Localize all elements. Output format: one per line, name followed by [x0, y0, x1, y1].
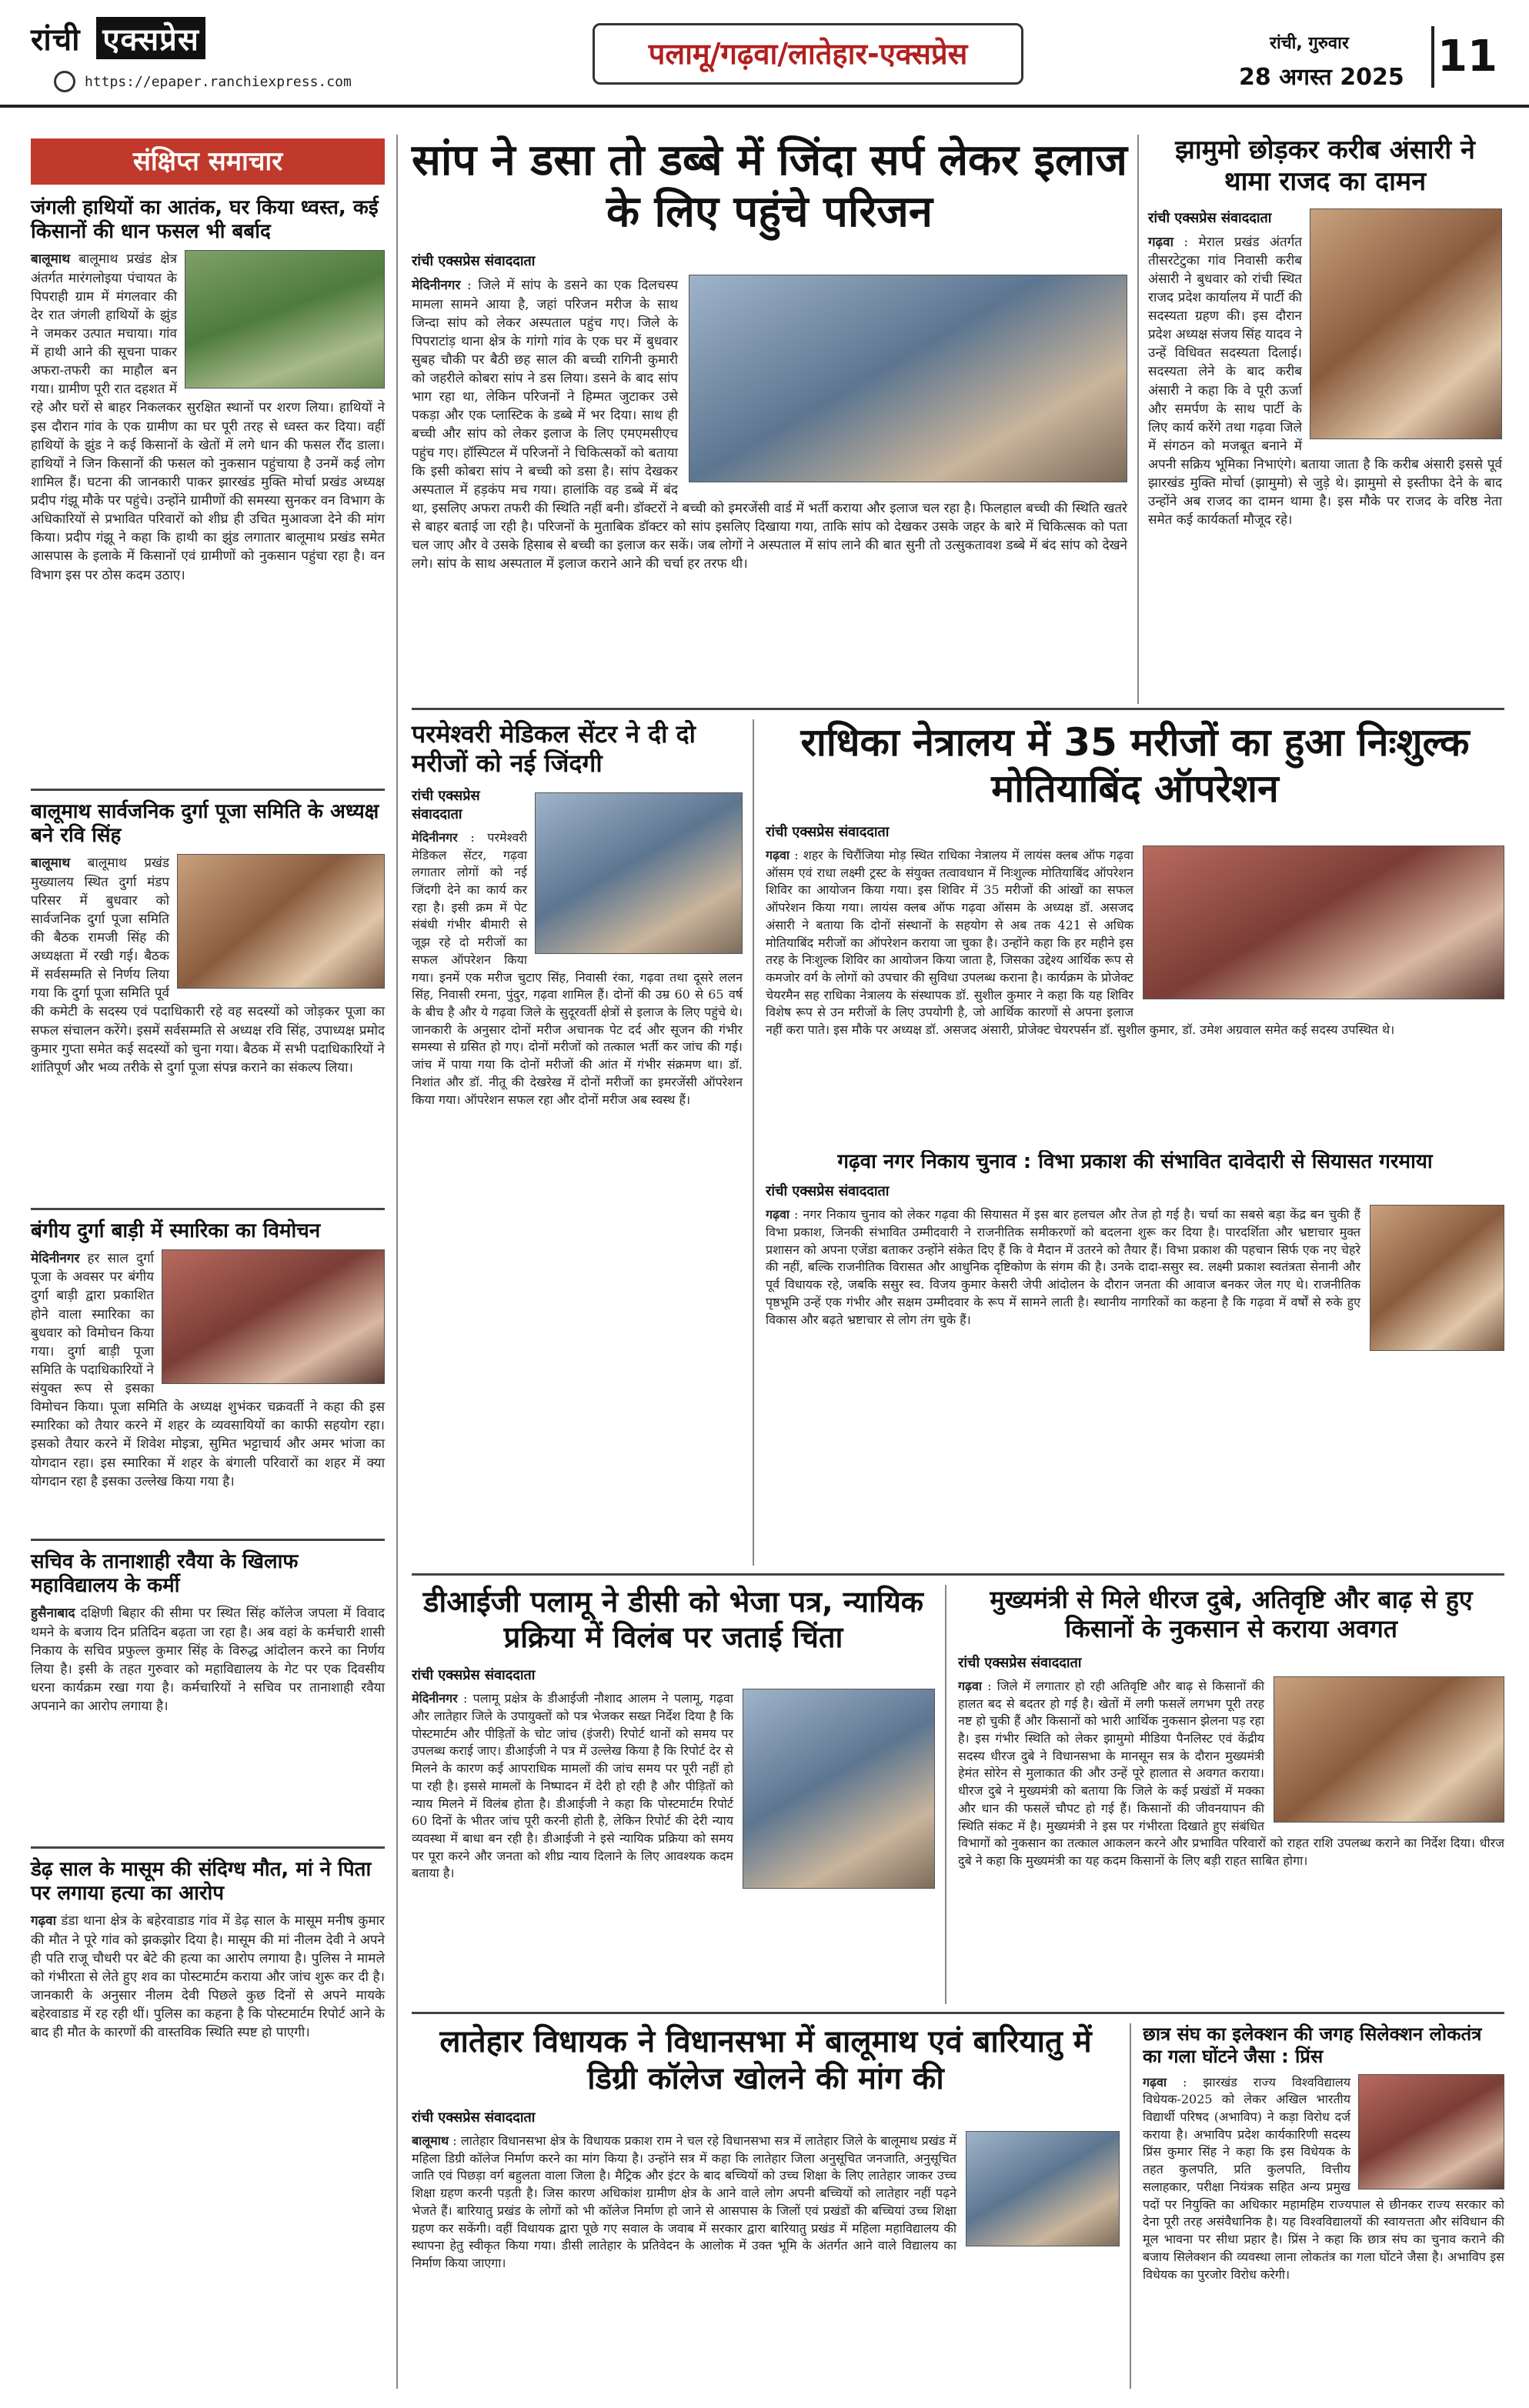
- dig-story: [412, 1585, 935, 2004]
- divider: [31, 789, 385, 791]
- vibha-prakash-photo: [1370, 1205, 1504, 1351]
- story-headline: लातेहार विधायक ने विधानसभा में बालूमाथ एवं बारियातु में डिग्री कॉलेज खोलने की मांग की: [439, 2024, 1092, 2096]
- brief-headline: बंगीय दुर्गा बाड़ी में स्मारिका का विमोचन: [31, 1219, 321, 1242]
- column-divider: [396, 135, 398, 2389]
- jmm-story: [1148, 135, 1502, 530]
- cm-story: [958, 1585, 1504, 2004]
- divider: [31, 1846, 385, 1849]
- story-text: नगर निकाय चुनाव को लेकर गढ़वा की सियासत में इस बार हलचल और तेज हो गई है। चर्चा का सबसे बड़ा केंद्र बन चुकी हैं विभा प्रकाश, जिनकी संभावित उम्मीदवारी ने राजनीतिक समीकरणों को बदलना शुरू कर दिया है। पारदर्शिता और भ्रष्टाचार मुक्त प्रशासन को अपना एजेंडा बताकर उन्होंने संकेत दिए हैं कि वे मैदान में उतरने को तैयार हैं। विभा प्रकाश की पहचान सिर्फ एक नए चेहरे की नहीं, बल्कि राजनीतिक विरासत और आधुनिक दृष्टिकोण के संगम की है। उनके दादा-ससुर स्व. लक्ष्मी प्रकाश स्वतंत्रता सेनानी और पूर्व विधायक रहे, जबकि ससुर स्व. विजय कुमार केसरी जेपी आंदोलन के दौरान जनता की आवाज बनकर जेल गए थे। राजनीतिक पृष्ठभूमि उन्हें एक गंभीर और सक्षम उम्मीदवार के रूप में सामने लाती है। स्थानीय नागरिकों का कहना है कि गढ़वा में वर्षों से रुके हुए विकास और बढ़ते भ्रष्टाचार से लोग तंग चुके हैं।: [766, 1207, 1360, 1327]
- brief-college-staff: [31, 1550, 385, 1716]
- epaper-url[interactable]: https://epaper.ranchiexpress.com: [85, 74, 352, 90]
- parmeshwari-story: [412, 719, 743, 1109]
- column-divider: [753, 719, 754, 1566]
- story-headline: झामुमो छोड़कर करीब अंसारी ने थामा राजद का दामन: [1175, 135, 1475, 197]
- story-body: मेदिनीनगर : जिले में सांप के डसने का एक दिलचस्प मामला सामने आया है, जहां परिजन मरीज के साथ जिन्दा सांप को लेकर अस्पताल पहुंच गए। जिले के पिपराटांड़ थाना क्षेत्र के गांगो गांव के एक घर में बुधवार सुबह चौकी पर बैठी छह साल की बच्ची रागिनी कुमारी को जहरीले कोबरा सांप ने डस लिया। डसने के बाद सांप भाग रहा था, लेकिन परिजनों ने हिम्मत जुटाकर उसे पकड़ा और एक प्लास्टिक के डब्बे में भर दिया। साथ ही बच्ची और सांप को लेकर इलाज के लिए एमएमसीएच पहुंच गए। हॉस्पिटल में परिजनों ने चिकित्सकों को बताया कि इसी कोबरा सांप ने बच्ची को डसा है। सांप देखकर अस्पताल में हड़कंप मच गया। हालांकि वह डब्बे में बंद था, इसलिए अफरा तफरी की स्थिति नहीं बनी। डॉक्टरों ने बच्ची को इमरजेंसी वार्ड में भर्ती कराया और इलाज चल रहा है। फिलहाल बच्ची की स्थिति खतरे से बाहर बताई जा रही है। परिजनों के मुताबिक डॉक्टर को सांप इसलिए दिखाया गया, ताकि सांप को देखकर उसके जहर के बारे में चिकित्सक को पता चल जाए और वे उसके हिसाब से बच्ची का इलाज कर सकें। जब लोगों ने अस्पताल में सांप लाने की बात सुनी तो उत्सुकतावश डब्बे में बंद सांप को देखने लगे। सांप के साथ अस्पताल में इलाज कराने आने की चर्चा हर तरफ थी।: [412, 278, 1127, 572]
- samiti-meeting-photo: [177, 854, 385, 989]
- brief-dateline: बालूमाथ: [31, 855, 71, 872]
- brief-text: दक्षिणी बिहार की सीमा पर स्थित सिंह कॉलेज जपला में विवाद थमने के बजाय दिन प्रतिदिन बढ़ता जा रहा है। अब वहां के कर्मचारी शासी निकाय के सचिव प्रफुल्ल कुमार सिंह के विरुद्ध आंदोलन करने का निर्णय लिया है। इसी के तहत गुरुवार को महाविद्यालय के गेट पर एक दिवसीय धरना कार्यक्रम रखा गया है। कर्मचारियों ने सचिव पर तानाशाही रवैया अपनाने का आरोप लगाया है।: [31, 1606, 385, 1714]
- cm-meeting-photo: [1274, 1676, 1504, 1823]
- story-byline: रांची एक्सप्रेस संवाददाता: [1148, 209, 1272, 226]
- brief-dateline: बालूमाथ: [31, 252, 71, 268]
- latehar-story: [412, 2023, 1120, 2393]
- joining-ceremony-photo: [1310, 208, 1502, 439]
- story-dateline: गढ़वा: [1148, 234, 1173, 250]
- nagar-nikay-story: [766, 1150, 1504, 1566]
- snake-family-photo: [689, 275, 1127, 482]
- story-dateline: बालूमाथ: [412, 2133, 449, 2148]
- story-text: लातेहार विधानसभा क्षेत्र के विधायक प्रकाश राम ने चल रहे विधानसभा सत्र में लातेहार जिले के बालूमाथ प्रखंड में महिला डिग्री कॉलेज निर्माण करने का मांग किया है। उन्होंने सत्र में कहा कि लातेहार जिला अनुसूचित जनजाति, अनुसूचित जाति एवं पिछड़ा वर्ग बहुलता वाला जिला है। मैट्रिक और इंटर के बाद बच्चियों को उच्च शिक्षा के लिए लातेहार जाकर उच्च शिक्षा ग्रहण करनी पड़ती है। जिस कारण अधिकांश ग्रामीण क्षेत्र के आने वाले लोग अपनी बच्चियों को लातेहार नहीं पढ़ने भेजते हैं। बारियातु प्रखंड के लोगों को भी कॉलेज निर्माण हो जाने से आसपास के जिलों एवं प्रखंडों की बच्चियां उच्च शिक्षा ग्रहण कर सकेंगी। वहीं विधायक द्वारा पूछे गए सवाल के जवाब में सरकार द्वारा बारियातु प्रखंड में महिला महाविद्यालय की स्थापना हेतु स्वीकृत किया गया। डीसी लातेहार के प्रतिवेदन के आलोक में उक्त भूमि के अंतर्गत आने वाले विद्यालय का निर्माण किया जाएगा।: [412, 2133, 956, 2271]
- story-byline: रांची एक्सप्रेस संवाददाता: [412, 2110, 536, 2126]
- story-byline: रांची एक्सप्रेस संवाददाता: [958, 1654, 1082, 1671]
- story-dateline: मेदिनीनगर: [412, 829, 458, 845]
- logo-box-text: एक्सप्रेस: [96, 17, 205, 59]
- story-dateline: गढ़वा: [766, 848, 790, 862]
- briefs-title: संक्षिप्त समाचार: [31, 138, 385, 185]
- divider: [412, 2012, 1504, 2014]
- story-dateline: गढ़वा: [766, 1207, 790, 1222]
- story-text: जिले में लगातार हो रही अतिवृष्टि और बाढ़ से किसानों की हालत बद से बदतर हो गई है। खेतों में लगी फसलें लगभग पूरी तरह नष्ट हो चुकी हैं और किसानों को भारी आर्थिक नुकसान झेलना पड़ रहा है। इस गंभीर स्थिति को लेकर झामुमो मीडिया पैनलिस्ट एवं केंद्रीय सदस्य धीरज दुबे ने विधानसभा के मानसून सत्र के दौरान मुख्यमंत्री हेमंत सोरेन से मुलाकात की और उन्हें पूरे हालात से अवगत कराया। धीरज दुबे ने मुख्यमंत्री को बताया कि जिले के कई प्रखंडों में मक्का और धान की फसलें चौपट हो गई हैं। किसानों की जीवनयापन की स्थिति संकट में है। मुख्यमंत्री ने इस पर गंभीरता दिखाते हुए संबंधित विभागों को नुकसान का तत्काल आकलन करने और प्रभावित परिवारों को राहत राशि उपलब्ध कराने का निर्देश दिया। धीरज दुबे ने कहा कि मुख्यमंत्री का यह कदम किसानों के लिए बड़ी राहत साबित होगा।: [958, 1678, 1504, 1868]
- prince-story: [1143, 2023, 1504, 2393]
- story-headline: गढ़वा नगर निकाय चुनाव : विभा प्रकाश की संभावित दावेदारी से सियासत गरमाया: [837, 1150, 1433, 1173]
- brief-dateline: मेदिनीनगर: [31, 1251, 80, 1267]
- brief-body: [31, 1604, 385, 1716]
- story-text: परमेश्वरी मेडिकल सेंटर, गढ़वा लगातार लोगों को नई जिंदगी देने का कार्य कर रहा है। इसी क्रम में पेट संबंधी गंभीर बीमारी से जूझ रहे दो मरीजों का सफल ऑपरेशन किया गया। इनमें एक मरीज चुटाए सिंह, निवासी रंका, गढ़वा तथा दूसरे ललन सिंह, निवासी रमना, पुंदुर, गढ़वा शामिल हैं। दोनों की उम्र 60 से 65 वर्ष के बीच है और ये गढ़वा जिले के सुदूरवर्ती क्षेत्रों से इलाज के लिए पहुंचे थे। जानकारी के अनुसार दोनों मरीज अचानक पेट दर्द और सूजन की गंभीर समस्या से ग्रसित हो गए। दोनों मरीजों को तत्काल भर्ती कर जांच की गई। जांच में पाया गया कि दोनों मरीजों की आंत में गंभीर संक्रमण था। डॉ. निशांत और डॉ. नीतू की देखरेख में दोनों मरीजों का इमरजेंसी ऑपरेशन किया गया। ऑपरेशन सफल रहा और दोनों मरीज अब स्वस्थ हैं।: [412, 829, 743, 1107]
- brief-child-death: [31, 1858, 385, 2042]
- radhika-story: [766, 719, 1504, 1142]
- story-headline: परमेश्वरी मेडिकल सेंटर ने दी दो मरीजों को नई जिंदगी: [412, 719, 696, 779]
- story-body: गढ़वा : मेराल प्रखंड अंतर्गत तीसरटेटुका गांव निवासी करीब अंसारी ने बुधवार को रांची स्थित राजद प्रदेश कार्यालय में पार्टी की सदस्यता ग्रहण की। इस दौरान प्रदेश अध्यक्ष संजय सिंह यादव ने उन्हें विधिवत सदस्यता दिलाई। सदस्यता लेने के बाद करीब अंसारी ने कहा कि वे पूरी ऊर्जा और समर्पण के साथ पार्टी के लिए कार्य करेंगे तथा गढ़वा जिले में संगठन को मजबूत बनाने में अपनी सक्रिय भूमिका निभाएंगे। बताया जाता है कि करीब अंसारी इससे पूर्व झारखंड मुक्ति मोर्चा (झामुमो) से जुड़े थे। झामुमो से इस्तीफा देने के बाद उन्होंने अब राजद का दामन थामा है। इस मौके पर राजद के वरिष्ठ नेता समेत कई कार्यकर्ता मौजूद रहे।: [1148, 234, 1502, 529]
- story-body: गढ़वा : शहर के चिरौंजिया मोड़ स्थित राधिका नेत्रालय में लायंस क्लब ऑफ गढ़वा ऑसम एवं राधा लक्ष्मी ट्रस्ट के संयुक्त तत्वावधान में निःशुल्क मोतियाबिंद ऑपरेशन शिविर का आयोजन किया गया। इस शिविर में 35 मरीजों की आंखों का सफल ऑपरेशन किया गया। लायंस क्लब ऑफ गढ़वा ऑसम के अध्यक्ष डॉ. असजद अंसारी ने बताया कि दोनों संस्थानों के सहयोग से अब तक 421 से अधिक मोतियाबिंद मरीजों का ऑपरेशन कराया जा चुका है। उन्होंने कहा कि हर महीने इस तरह के निःशुल्क शिविर का आयोजन किया जाता है, जिसका उद्देश्य आर्थिक रूप से कमजोर वर्ग के लोगों को उपचार की सुविधा उपलब्ध कराना है। कार्यक्रम के प्रोजेक्ट चेयरमैन सह राधिका नेत्रालय के संस्थापक डॉ. सुशील कुमार ने कहा कि यह शिविर विशेष रूप से उन मरीजों के लिए उपयोगी है, जो आर्थिक कारणों से अपना इलाज नहीं करा पाते। इस मौके पर अध्यक्ष डॉ. असजद अंसारी, प्रोजेक्ट चेयरपर्सन डॉ. सुशील कुमार, डॉ. उमेश अग्रवाल समेत कई सदस्य उपस्थित थे।: [766, 848, 1395, 1038]
- divider: [31, 1208, 385, 1210]
- story-byline: रांची एक्सप्रेस संवाददाता: [412, 253, 536, 270]
- story-byline: रांची एक्सप्रेस संवाददाता: [766, 824, 890, 840]
- globe-icon: [54, 71, 75, 92]
- story-dateline: मेदिनीनगर: [412, 1691, 458, 1706]
- story-text: पलामू प्रक्षेत्र के डीआईजी नौशाद आलम ने पलामू, गढ़वा और लातेहार जिले के उपायुक्तों को पत्र भेजकर सख्त निर्देश दिया है कि पोस्टमार्टम और पीड़ितों के चोट जांच (इंजरी) रिपोर्ट थानों को समय पर उपलब्ध कराई जाए। डीआईजी ने पत्र में उल्लेख किया है कि रिपोर्ट देर से मिलने के कारण कई आपराधिक मामलों की जांच समय पर पूरी नहीं हो पा रही है। इससे मामलों के निष्पादन में देरी हो रही है और पीड़ितों को न्याय मिलने में विलंब होता है। डीआईजी ने कहा कि पोस्टमार्टम रिपोर्ट 60 दिनों के भीतर जांच पूरी करनी होती है, लेकिन रिपोर्ट की देरी न्याय व्यवस्था में बाधा बन रही है। डीआईजी ने इसे न्यायिक प्रक्रिया को समय पर पूरा करने और जनता को शीघ्र न्याय दिलाने के लिए आवश्यक कदम बताया है।: [412, 1691, 734, 1881]
- logo-text: रांची: [31, 22, 81, 58]
- story-text: झारखंड राज्य विश्वविद्यालय विधेयक-2025 को लेकर अखिल भारतीय विद्यार्थी परिषद (अभाविप) ने कड़ा विरोध दर्ज कराया है। अभाविप प्रदेश कार्यकारिणी सदस्य प्रिंस कुमार सिंह ने कहा कि इस विधेयक के तहत कुलपति, प्रति कुलपति, वित्तीय सलाहकार, परीक्षा नियंत्रक सहित अन्य प्रमुख पदों पर नियुक्ति का अधिकार महामहिम राज्यपाल से छीनकर राज्य सरकार को देना पूरी तरह असंवैधानिक है। यह विश्वविद्यालयों की स्वायत्तता और संविधान की मूल भावना पर सीधा प्रहार है। प्रिंस ने कहा कि छात्र संघ का चुनाव कराने की बजाय सिलेक्शन की व्यवस्था लाना लोकतंत्र का गला घोंटने जैसा है। अभाविप इस विधेयक का पुरजोर विरोध करेगी।: [1143, 2074, 1504, 2282]
- story-body: मेदिनीनगर : पलामू प्रक्षेत्र के डीआईजी नौशाद आलम ने पलामू, गढ़वा और लातेहार जिले के उपायुक्तों को पत्र भेजकर सख्त निर्देश दिया है कि पोस्टमार्टम और पीड़ितों के चोट जांच (इंजरी) रिपोर्ट थानों को समय पर उपलब्ध कराई जाए। डीआईजी ने पत्र में उल्लेख किया है कि रिपोर्ट देर से मिलने के कारण कई आपराधिक मामलों की जांच समय पर पूरी नहीं हो पा रही है। इससे मामलों के निष्पादन में देरी हो रही है और पीड़ितों को न्याय मिलने में विलंब होता है। डीआईजी ने कहा कि पोस्टमार्टम रिपोर्ट 60 दिनों के भीतर जांच पूरी करनी होती है, लेकिन रिपोर्ट की देरी न्याय व्यवस्था में बाधा बन रही है। डीआईजी ने इसे न्यायिक प्रक्रिया को समय पर पूरा करने और जनता को शीघ्र न्याय दिलाने के लिए आवश्यक कदम बताया है।: [412, 1691, 734, 1881]
- divider: [412, 708, 1504, 710]
- story-byline: रांची एक्सप्रेस संवाददाता: [412, 787, 480, 822]
- story-body: गढ़वा : जिले में लगातार हो रही अतिवृष्टि और बाढ़ से किसानों की हालत बद से बदतर हो गई है। खेतों में लगी फसलें लगभग पूरी तरह नष्ट हो चुकी हैं और किसानों को भारी आर्थिक नुकसान झेलना पड़ रहा है। इस गंभीर स्थिति को लेकर झामुमो मीडिया पैनलिस्ट एवं केंद्रीय सदस्य धीरज दुबे ने विधानसभा के मानसून सत्र के दौरान मुख्यमंत्री हेमंत सोरेन से मुलाकात की और उन्हें पूरे हालात से अवगत कराया। धीरज दुबे ने मुख्यमंत्री को बताया कि जिले के कई प्रखंडों में मक्का और धान की फसलें चौपट हो गई हैं। किसानों की जीवनयापन की स्थिति संकट में है। मुख्यमंत्री ने इस पर गंभीरता दिखाते हुए संबंधित विभागों को नुकसान का तत्काल आकलन करने और प्रभावित परिवारों को राहत राशि उपलब्ध कराने का निर्देश दिया। धीरज दुबे ने कहा कि मुख्यमंत्री का यह कदम किसानों के लिए बड़ी राहत साबित होगा।: [958, 1678, 1504, 1868]
- snake-story: [412, 135, 1127, 573]
- brief-headline: डेढ़ साल के मासूम की संदिग्ध मौत, मां ने पिता पर लगाया हत्या का आरोप: [31, 1858, 372, 1906]
- story-byline: रांची एक्सप्रेस संवाददाता: [412, 1667, 536, 1684]
- story-body: बालूमाथ : लातेहार विधानसभा क्षेत्र के विधायक प्रकाश राम ने चल रहे विधानसभा सत्र में लातेहार जिले के बालूमाथ प्रखंड में महिला डिग्री कॉलेज निर्माण करने का मांग किया है। उन्होंने सत्र में कहा कि लातेहार जिला अनुसूचित जनजाति, अनुसूचित जाति एवं पिछड़ा वर्ग बहुलता वाला जिला है। मैट्रिक और इंटर के बाद बच्चियों को उच्च शिक्षा के लिए लातेहार जाकर उच्च शिक्षा ग्रहण करनी पड़ती है। जिस कारण अधिकांश ग्रामीण क्षेत्र के आने वाले लोग अपनी बच्चियों को लातेहार नहीं पढ़ने भेजते हैं। बारियातु प्रखंड के लोगों को भी कॉलेज निर्माण हो जाने से आसपास के जिलों एवं प्रखंडों की बच्चियां उच्च शिक्षा ग्रहण कर सकेंगी। वहीं विधायक द्वारा पूछे गए सवाल के जवाब में सरकार द्वारा बारियातु प्रखंड में महिला महाविद्यालय की स्थापना हेतु स्वीकृत किया गया। डीसी लातेहार के प्रतिवेदन के आलोक में उक्त भूमि के अंतर्गत आने वाले विद्यालय का निर्माण किया जाएगा।: [412, 2133, 956, 2271]
- divider: [412, 1573, 1504, 1576]
- brief-body: [31, 1912, 385, 2042]
- column-divider: [1137, 135, 1139, 704]
- story-byline: रांची एक्सप्रेस संवाददाता: [766, 1183, 890, 1200]
- story-dateline: गढ़वा: [958, 1678, 983, 1693]
- edition-date: 28 अगस्त 2025: [1239, 64, 1404, 91]
- page-number: 11: [1431, 26, 1501, 88]
- story-body: गढ़वा : झारखंड राज्य विश्वविद्यालय विधेयक-2025 को लेकर अखिल भारतीय विद्यार्थी परिषद (अभाविप) ने कड़ा विरोध दर्ज कराया है। अभाविप प्रदेश कार्यकारिणी सदस्य प्रिंस कुमार सिंह ने कहा कि इस विधेयक के तहत कुलपति, प्रति कुलपति, वित्तीय सलाहकार, परीक्षा नियंत्रक सहित अन्य प्रमुख पदों पर नियुक्ति का अधिकार महामहिम राज्यपाल से छीनकर राज्य सरकार को देना पूरी तरह असंवैधानिक है। यह विश्वविद्यालयों की स्वायत्तता और संविधान की मूल भावना पर सीधा प्रहार है। प्रिंस ने कहा कि छात्र संघ का चुनाव कराने की बजाय सिलेक्शन की व्यवस्था लाना लोकतंत्र का गला घोंटने जैसा है। अभाविप इस विधेयक का पुरजोर विरोध करेगी।: [1143, 2074, 1504, 2282]
- dig-portrait-photo: [743, 1689, 935, 1889]
- brief-text: हर साल दुर्गा पूजा के अवसर पर बंगीय दुर्गा बाड़ी द्वारा प्रकाशित होने वाला स्मारिका का बुधवार को विमोचन किया गया। दुर्गा बाड़ी पूजा समिति के पदाधिकारियों ने संयुक्त रूप से इसका विमोचन किया। पूजा समिति के अध्यक्ष शुभंकर चक्रवर्ती ने कहा की इस स्मारिका को तैयार करने में शहर के व्यवसायियों का काफी सहयोग रहा। इसको तैयार करने में शिवेश मोइत्रा, सुमित भट्टाचार्य और अमर भांजा का योगदान रहा। इस स्मारिका में शहर के बंगाली परिवारों का शहर में क्या योगदान रहा है इसका उल्लेख किया गया है।: [31, 1251, 385, 1489]
- story-text: मेराल प्रखंड अंतर्गत तीसरटेटुका गांव निवासी करीब अंसारी ने बुधवार को रांची स्थित राजद प्रदेश कार्यालय में पार्टी की सदस्यता ग्रहण की। इस दौरान प्रदेश अध्यक्ष संजय सिंह यादव ने उन्हें विधिवत सदस्यता दिलाई। सदस्यता लेने के बाद करीब अंसारी ने कहा कि वे पूरी ऊर्जा और समर्पण के साथ पार्टी के लिए कार्य करेंगे तथा गढ़वा जिले में संगठन को मजबूत बनाने में अपनी सक्रिय भूमिका निभाएंगे। बताया जाता है कि करीब अंसारी इससे पूर्व झारखंड मुक्ति मोर्चा (झामुमो) से जुड़े थे। झामुमो से इस्तीफा देने के बाद उन्होंने अब राजद का दामन थामा है। इस मौके पर राजद के वरिष्ठ नेता समेत कई कार्यकर्ता मौजूद रहे।: [1148, 234, 1502, 529]
- prince-portrait-photo: [1358, 2074, 1504, 2190]
- story-body: मेदिनीनगर : परमेश्वरी मेडिकल सेंटर, गढ़वा लगातार लोगों को नई जिंदगी देने का कार्य कर रहा है। इसी क्रम में पेट संबंधी गंभीर बीमारी से जूझ रहे दो मरीजों का सफल ऑपरेशन किया गया। इनमें एक मरीज चुटाए सिंह, निवासी रंका, गढ़वा तथा दूसरे ललन सिंह, निवासी रमना, पुंदुर, गढ़वा शामिल हैं। दोनों की उम्र 60 से 65 वर्ष के बीच है और ये गढ़वा जिले के सुदूरवर्ती क्षेत्रों से इलाज के लिए पहुंचे थे। जानकारी के अनुसार दोनों मरीज अचानक पेट दर्द और सूजन की गंभीर समस्या से ग्रसित हो गए। दोनों मरीजों को तत्काल भर्ती कर जांच की गई। जांच में पाया गया कि दोनों मरीजों की आंत में गंभीर संक्रमण था। डॉ. निशांत और डॉ. नीतू की देखरेख में दोनों मरीजों का इमरजेंसी ऑपरेशन किया गया। ऑपरेशन सफल रहा और दोनों मरीज अब स्वस्थ हैं।: [412, 829, 743, 1107]
- smarika-release-photo: [162, 1249, 385, 1384]
- brief-text: डंडा थाना क्षेत्र के बहेरवाडाड गांव में डेढ़ साल के मासूम मनीष कुमार की मौत ने पूरे गांव को झकझोर दिया है। मासूम की मां नीलम देवी ने अपने ही पति राजू चौधरी पर बेटे की हत्या का आरोप लगाया है। पुलिस ने मामले को गंभीरता से लेते हुए शव का पोस्टमार्टम कराया और जांच शुरू कर दी है। जानकारी के अनुसार नीलम देवी पिछले कुछ दिनों से अपने मायके बहेरवाडाड में रह रही थीं। पुलिस का कहना है कि पोस्टमार्टम रिपोर्ट आने के बाद ही मौत के कारणों की वास्तविक स्थिति स्पष्ट हो पाएगी।: [31, 1913, 385, 2041]
- story-text: शहर के चिरौंजिया मोड़ स्थित राधिका नेत्रालय में लायंस क्लब ऑफ गढ़वा ऑसम एवं राधा लक्ष्मी ट्रस्ट के संयुक्त तत्वावधान में निःशुल्क मोतियाबिंद ऑपरेशन शिविर का आयोजन किया गया। इस शिविर में 35 मरीजों की आंखों का सफल ऑपरेशन किया गया। लायंस क्लब ऑफ गढ़वा ऑसम के अध्यक्ष डॉ. असजद अंसारी ने बताया कि दोनों संस्थानों के सहयोग से अब तक 421 से अधिक मोतियाबिंद मरीजों का ऑपरेशन कराया जा चुका है। उन्होंने कहा कि हर महीने इस तरह के निःशुल्क शिविर का आयोजन किया जाता है, जिसका उद्देश्य आर्थिक रूप से कमजोर वर्ग के लोगों को उपचार की सुविधा उपलब्ध कराना है। कार्यक्रम के प्रोजेक्ट चेयरमैन सह राधिका नेत्रालय के संस्थापक डॉ. सुशील कुमार ने कहा कि यह शिविर विशेष रूप से उन मरीजों के लिए उपयोगी है, जो आर्थिक कारणों से अपना इलाज नहीं करा पाते। इस मौके पर अध्यक्ष डॉ. असजद अंसारी, प्रोजेक्ट चेयरपर्सन डॉ. सुशील कुमार, डॉ. उमेश अग्रवाल समेत कई सदस्य उपस्थित थे।: [766, 848, 1395, 1038]
- story-dateline: गढ़वा: [1143, 2074, 1167, 2089]
- story-body: गढ़वा : नगर निकाय चुनाव को लेकर गढ़वा की सियासत में इस बार हलचल और तेज हो गई है। चर्चा का सबसे बड़ा केंद्र बन चुकी हैं विभा प्रकाश, जिनकी संभावित उम्मीदवारी ने राजनीतिक समीकरणों को बदलना शुरू कर दिया है। पारदर्शिता और भ्रष्टाचार मुक्त प्रशासन को अपना एजेंडा बताकर उन्होंने संकेत दिए हैं कि वे मैदान में उतरने को तैयार हैं। विभा प्रकाश की पहचान सिर्फ एक नए चेहरे की नहीं, बल्कि राजनीतिक विरासत और आधुनिक दृष्टिकोण के संगम की है। उनके दादा-ससुर स्व. लक्ष्मी प्रकाश स्वतंत्रता सेनानी और पूर्व विधायक रहे, जबकि ससुर स्व. विजय कुमार केसरी जेपी आंदोलन के दौरान जनता की आवाज बनकर जेल गए थे। राजनीतिक पृष्ठभूमि उन्हें एक गंभीर और सक्षम उम्मीदवार के रूप में सामने लाती है। स्थानीय नागरिकों का कहना है कि गढ़वा में वर्षों से रुके हुए विकास और बढ़ते भ्रष्टाचार से लोग तंग चुके हैं।: [766, 1207, 1360, 1327]
- section-title: पलामू/गढ़वा/लातेहार-एक्सप्रेस: [593, 23, 1023, 85]
- column-divider: [945, 1585, 946, 2004]
- brief-smarika: [31, 1219, 385, 1491]
- story-headline: डीआईजी पलामू ने डीसी को भेजा पत्र, न्यायिक प्रक्रिया में विलंब पर जताई चिंता: [423, 1585, 923, 1654]
- brief-text: बालूमाथ प्रखंड मुख्यालय स्थित दुर्गा मंडप परिसर में बुधवार को सार्वजनिक दुर्गा पूजा समिति की बैठक रामजी सिंह की अध्यक्षता में रखी गई। बैठक में सर्वसम्मति से निर्णय लिया गया कि दुर्गा पूजा समिति पूर्व की कमेटी के सदस्य एवं पदाधिकारी रहे वह सदस्यों को जोड़कर पूजा का सफल संचालन करेंगे। इसमें सर्वसम्मति से अध्यक्ष रवि सिंह, उपाध्यक्ष प्रमोद कुमार गुप्ता समेत कई सदस्यों को चुना गया। बैठक में सभी पदाधिकारियों ने शांतिपूर्ण और भव्य तरीके से दुर्गा पूजा संपन्न कराने का संकल्प लिया।: [31, 855, 385, 1076]
- mla-portrait-photo: [966, 2131, 1120, 2246]
- edition-city-day: रांची, गुरुवार: [1270, 34, 1349, 53]
- story-headline: मुख्यमंत्री से मिले धीरज दुबे, अतिवृष्टि और बाढ़ से हुए किसानों के नुकसान से कराया अवगत: [990, 1585, 1473, 1644]
- brief-text: बालूमाथ प्रखंड क्षेत्र अंतर्गत मारंगलोइया पंचायत के पिपराही ग्राम में मंगलवार की देर रात जंगली हाथियों के झुंड ने जमकर उत्पात मचाया। गांव में हाथी आने की सूचना पाकर अफरा-तफरी का माहौल बन गया। ग्रामीण पूरी रात दहशत में रहे और घरों से बाहर निकलकर सुरक्षित स्थानों पर शरण लिया। हाथियों ने इस दौरान गांव के एक ग्रामीण का घर पूरी तरह से ध्वस्त कर दिया। वहीं हाथियों के झुंड ने कई किसानों के खेतों में लगे धान की फसल रौंद डाला। हाथियों ने जिन किसानों की फसल को नुकसान पहुंचाया है उनमें कई लोग शामिल हैं। घटना की जानकारी पाकर झारखंड मुक्ति मोर्चा प्रखंड अध्यक्ष प्रदीप गंझू मौके पर पहुंचे। उन्होंने ग्रामीणों की समस्या सुनकर वन विभाग के अधिकारियों से प्रभावित परिवारों को शीघ्र ही उचित मुआवजा देने की मांग किया। प्रदीप गंझू ने कहा कि हाथी का झुंड लगातार बालूमाथ प्रखंड समेत आसपास के इलाके में किसानों एवं ग्रामीणों को नुकसान पहुंचा रहा है। वन विभाग इस पर ठोस कदम उठाए।: [31, 252, 385, 583]
- brief-dateline: गढ़वा: [31, 1913, 56, 1929]
- eye-camp-photo: [1143, 845, 1504, 999]
- newspaper-logo: [31, 17, 205, 59]
- story-text: जिले में सांप के डसने का एक दिलचस्प मामला सामने आया है, जहां परिजन मरीज के साथ जिन्दा सांप को लेकर अस्पताल पहुंच गए। जिले के पिपराटांड़ थाना क्षेत्र के गांगो गांव के एक घर में बुधवार सुबह चौकी पर बैठी छह साल की बच्ची रागिनी कुमारी को जहरीले कोबरा सांप ने डस लिया। डसने के बाद सांप भाग रहा था, लेकिन परिजनों ने हिम्मत जुटाकर उसे पकड़ा और एक प्लास्टिक के डब्बे में भर दिया। साथ ही बच्ची और सांप को लेकर इलाज के लिए एमएमसीएच पहुंच गए। हॉस्पिटल में परिजनों ने चिकित्सकों को बताया कि इसी कोबरा सांप ने बच्ची को डसा है। सांप देखकर अस्पताल में हड़कंप मच गया। हालांकि वह डब्बे में बंद था, इसलिए अफरा तफरी की स्थिति नहीं बनी। डॉक्टरों ने बच्ची को इमरजेंसी वार्ड में भर्ती कराया और इलाज चल रहा है। फिलहाल बच्ची की स्थिति खतरे से बाहर बताई जा रही है। परिजनों के मुताबिक डॉक्टर को सांप इसलिए दिखाया गया, ताकि सांप को देखकर उसके जहर के बारे में चिकित्सक को पता चल जाए और वे उसके हिसाब से बच्ची का इलाज कर सकें। जब लोगों ने अस्पताल में सांप लाने की बात सुनी तो उत्सुकतावश डब्बे में बंद सांप को देखने लगे। सांप के साथ अस्पताल में इलाज कराने आने की चर्चा हर तरफ थी।: [412, 278, 1127, 572]
- brief-dateline: हुसैनाबाद: [31, 1606, 75, 1622]
- brief-elephants: [31, 196, 385, 585]
- elephant-damage-photo: [185, 250, 385, 389]
- brief-headline: बालूमाथ सार्वजनिक दुर्गा पूजा समिति के अध्यक्ष बने रवि सिंह: [31, 800, 379, 848]
- brief-headline: सचिव के तानाशाही रवैया के खिलाफ महाविद्यालय के कर्मी: [31, 1550, 299, 1598]
- divider: [31, 1539, 385, 1541]
- story-headline: राधिका नेत्रालय में 35 मरीजों का हुआ निःशुल्क मोतियाबिंद ऑपरेशन: [800, 720, 1470, 811]
- brief-headline: जंगली हाथियों का आतंक, घर किया ध्वस्त, कई किसानों की धान फसल भी बर्बाद: [31, 196, 379, 244]
- story-headline: छात्र संघ का इलेक्शन की जगह सिलेक्शन लोकतंत्र का गला घोंटने जैसा : प्रिंस: [1143, 2023, 1482, 2067]
- story-headline: सांप ने डसा तो डब्बे में जिंदा सर्प लेकर इलाज के लिए पहुंचे परिजन: [412, 135, 1127, 238]
- doctors-patients-photo: [535, 792, 743, 954]
- story-dateline: मेदिनीनगर: [412, 278, 461, 294]
- column-divider: [1130, 2023, 1131, 2389]
- brief-durga-samiti: [31, 800, 385, 1077]
